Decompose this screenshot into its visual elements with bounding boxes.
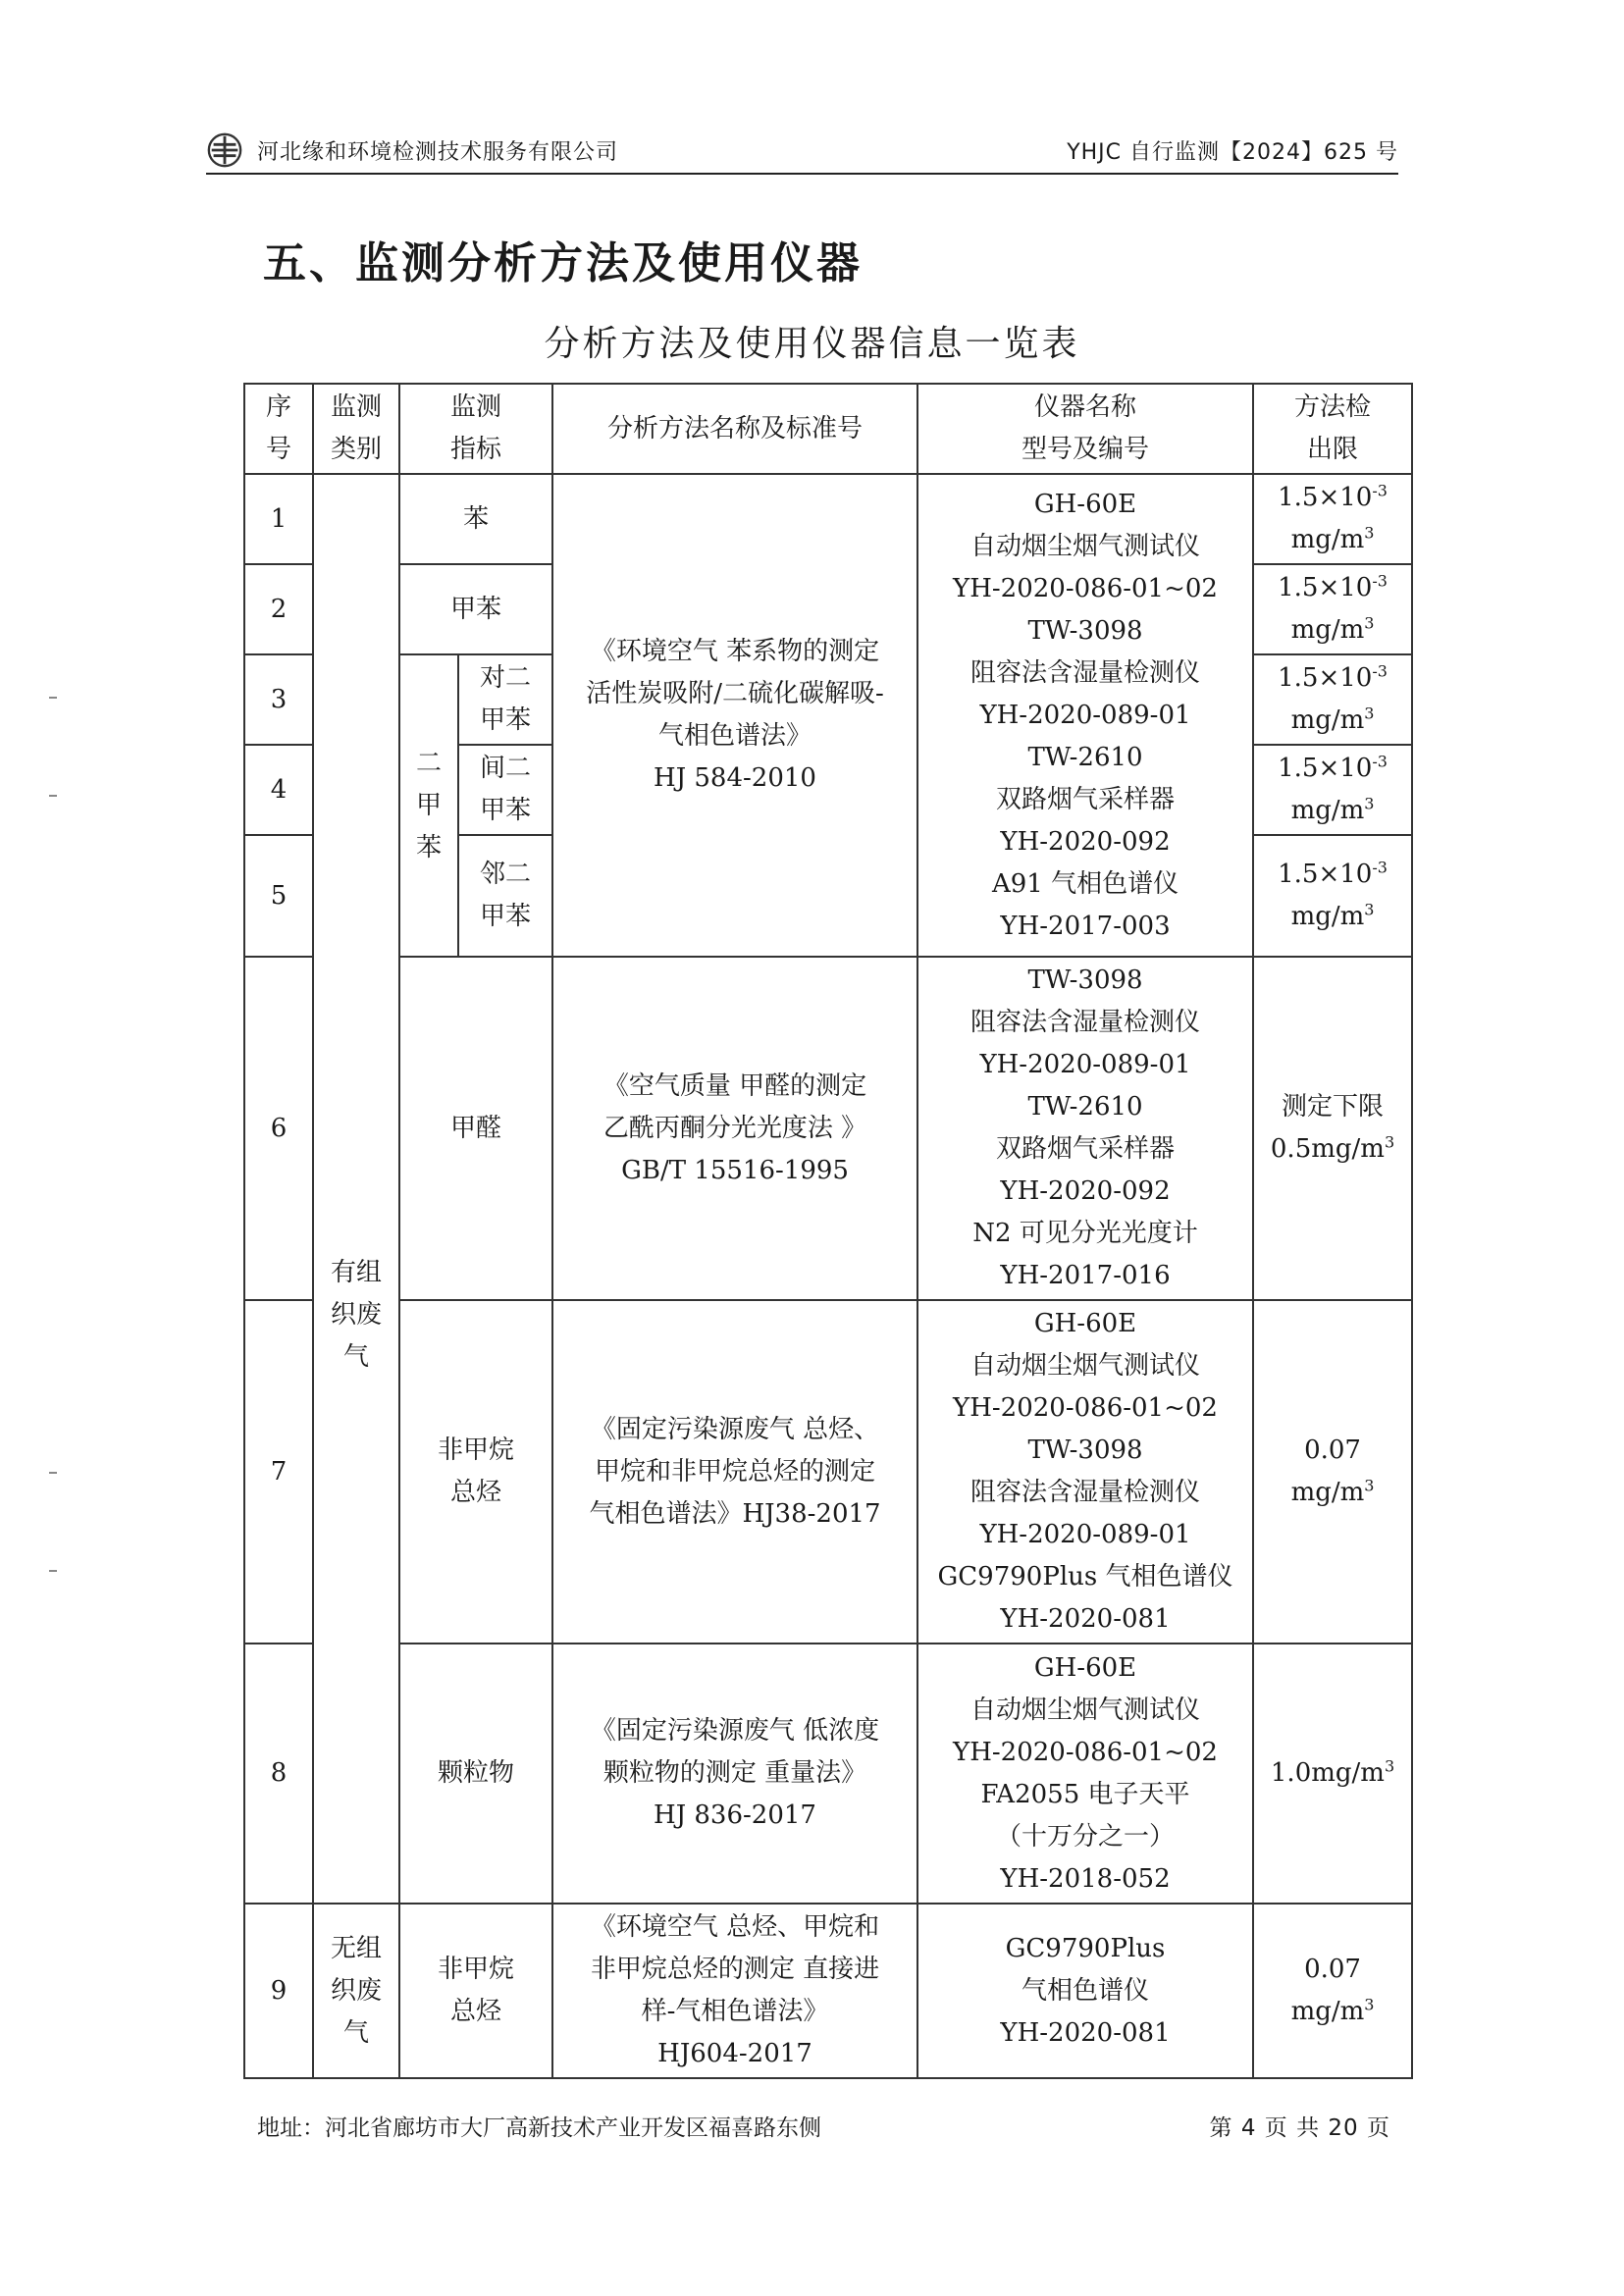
header-seq: 序 号: [244, 384, 313, 474]
method-pm: 《固定污染源废气 低浓度 颗粒物的测定 重量法》 HJ 836-2017: [552, 1644, 917, 1904]
row-seq: 1: [244, 474, 313, 564]
row-limit: $1.5\times 10^{-3}$ $mg/m^3$: [1253, 654, 1412, 745]
row-limit: $1.5\times 10^{-3}$ $mg/m^3$: [1253, 564, 1412, 654]
header-indicator: 监测 指标: [399, 384, 552, 474]
row-indicator: 对二 甲苯: [458, 654, 552, 745]
table-row: [244, 1904, 1412, 2078]
row-indicator: 苯: [399, 474, 552, 564]
table-row: [244, 957, 1412, 1300]
table-row: [244, 1644, 1412, 1904]
scan-mark: [49, 1570, 57, 1572]
instrument-nmhc-unorganized: GC9790Plus 气相色谱仪 YH-2020-081: [917, 1904, 1253, 2078]
row-limit: $1.0mg/m^3$: [1253, 1644, 1412, 1904]
row-indicator: 甲醛: [399, 957, 552, 1300]
scan-mark: [49, 697, 57, 699]
row-indicator: 间二 甲苯: [458, 745, 552, 835]
header-limit: 方法检 出限: [1253, 384, 1412, 474]
method-nmhc: 《固定污染源废气 总烃、 甲烷和非甲烷总烃的测定 气相色谱法》HJ38-2017: [552, 1300, 917, 1644]
header-category: 监测 类别: [313, 384, 399, 474]
table-row: [244, 474, 1412, 564]
row-seq: 9: [244, 1904, 313, 2078]
methods-instruments-table: [243, 383, 1413, 2079]
row-seq: 7: [244, 1300, 313, 1644]
instrument-formaldehyde: TW-3098 阻容法含湿量检测仪 YH-2020-089-01 TW-2610 双路烟气采样器 YH-2020-092 N2 可见分光光度计 YH-2017-016: [917, 957, 1253, 1300]
header-method: 分析方法名称及标准号: [552, 384, 917, 474]
company-logo-icon: [206, 131, 243, 169]
row-seq: 6: [244, 957, 313, 1300]
method-nmhc-unorganized: 《环境空气 总烃、甲烷和 非甲烷总烃的测定 直接进 样-气相色谱法》 HJ604-2017: [552, 1904, 917, 2078]
table-header-row: [244, 384, 1412, 474]
category-unorganized: 无组 织废 气: [313, 1904, 399, 2078]
row-indicator: 颗粒物: [399, 1644, 552, 1904]
company-name: 河北缘和环境检测技术服务有限公司: [257, 140, 619, 165]
method-formaldehyde: 《空气质量 甲醛的测定 乙酰丙酮分光光度法 》 GB/T 15516-1995: [552, 957, 917, 1300]
row-seq: 2: [244, 564, 313, 654]
page-header: [206, 130, 1398, 175]
section-title: 五、监测分析方法及使用仪器: [263, 238, 863, 288]
row-indicator: 非甲烷 总烃: [399, 1904, 552, 2078]
report-number: YHJC 自行监测【2024】625 号: [1067, 140, 1398, 165]
footer-page-number: 第 4 页 共 20 页: [1209, 2115, 1390, 2141]
instrument-pm: GH-60E 自动烟尘烟气测试仪 YH-2020-086-01~02 FA2055 电子天平 （十万分之一） YH-2018-052: [917, 1644, 1253, 1904]
instrument-benzene: GH-60E 自动烟尘烟气测试仪 YH-2020-086-01~02 TW-3098 阻容法含湿量检测仪 YH-2020-089-01 TW-2610 双路烟气采样器 YH-2020-092 A91 气相色谱仪 YH-2017-003: [917, 474, 1253, 957]
row-seq: 5: [244, 835, 313, 957]
row-seq: 3: [244, 654, 313, 745]
row-limit: 测定下限 $0.5mg/m^3$: [1253, 957, 1412, 1300]
row-indicator: 甲苯: [399, 564, 552, 654]
row-indicator: 非甲烷 总烃: [399, 1300, 552, 1644]
instrument-nmhc: GH-60E 自动烟尘烟气测试仪 YH-2020-086-01~02 TW-3098 阻容法含湿量检测仪 YH-2020-089-01 GC9790Plus 气相色谱仪 YH-2020-081: [917, 1300, 1253, 1644]
footer-address: 地址：河北省廊坊市大厂高新技术产业开发区福喜路东侧: [257, 2115, 821, 2141]
table-title: 分析方法及使用仪器信息一览表: [544, 324, 1080, 364]
row-limit: $1.5\times 10^{-3}$ $mg/m^3$: [1253, 835, 1412, 957]
row-limit: $1.5\times 10^{-3}$ $mg/m^3$: [1253, 474, 1412, 564]
scan-mark: [49, 1472, 57, 1474]
row-limit: $1.5\times 10^{-3}$ $mg/m^3$: [1253, 745, 1412, 835]
row-limit: 0.07 $mg/m^3$: [1253, 1300, 1412, 1644]
row-limit: 0.07 $mg/m^3$: [1253, 1904, 1412, 2078]
row-seq: 8: [244, 1644, 313, 1904]
scan-mark: [49, 795, 57, 797]
row-seq: 4: [244, 745, 313, 835]
row-indicator: 邻二 甲苯: [458, 835, 552, 957]
header-instrument: 仪器名称 型号及编号: [917, 384, 1253, 474]
table-row: [244, 1300, 1412, 1644]
xylene-group: 二 甲 苯: [399, 654, 458, 957]
category-organized: 有组 织废 气: [313, 474, 399, 1904]
method-benzene: 《环境空气 苯系物的测定 活性炭吸附/二硫化碳解吸- 气相色谱法》 HJ 584-2010: [552, 474, 917, 957]
